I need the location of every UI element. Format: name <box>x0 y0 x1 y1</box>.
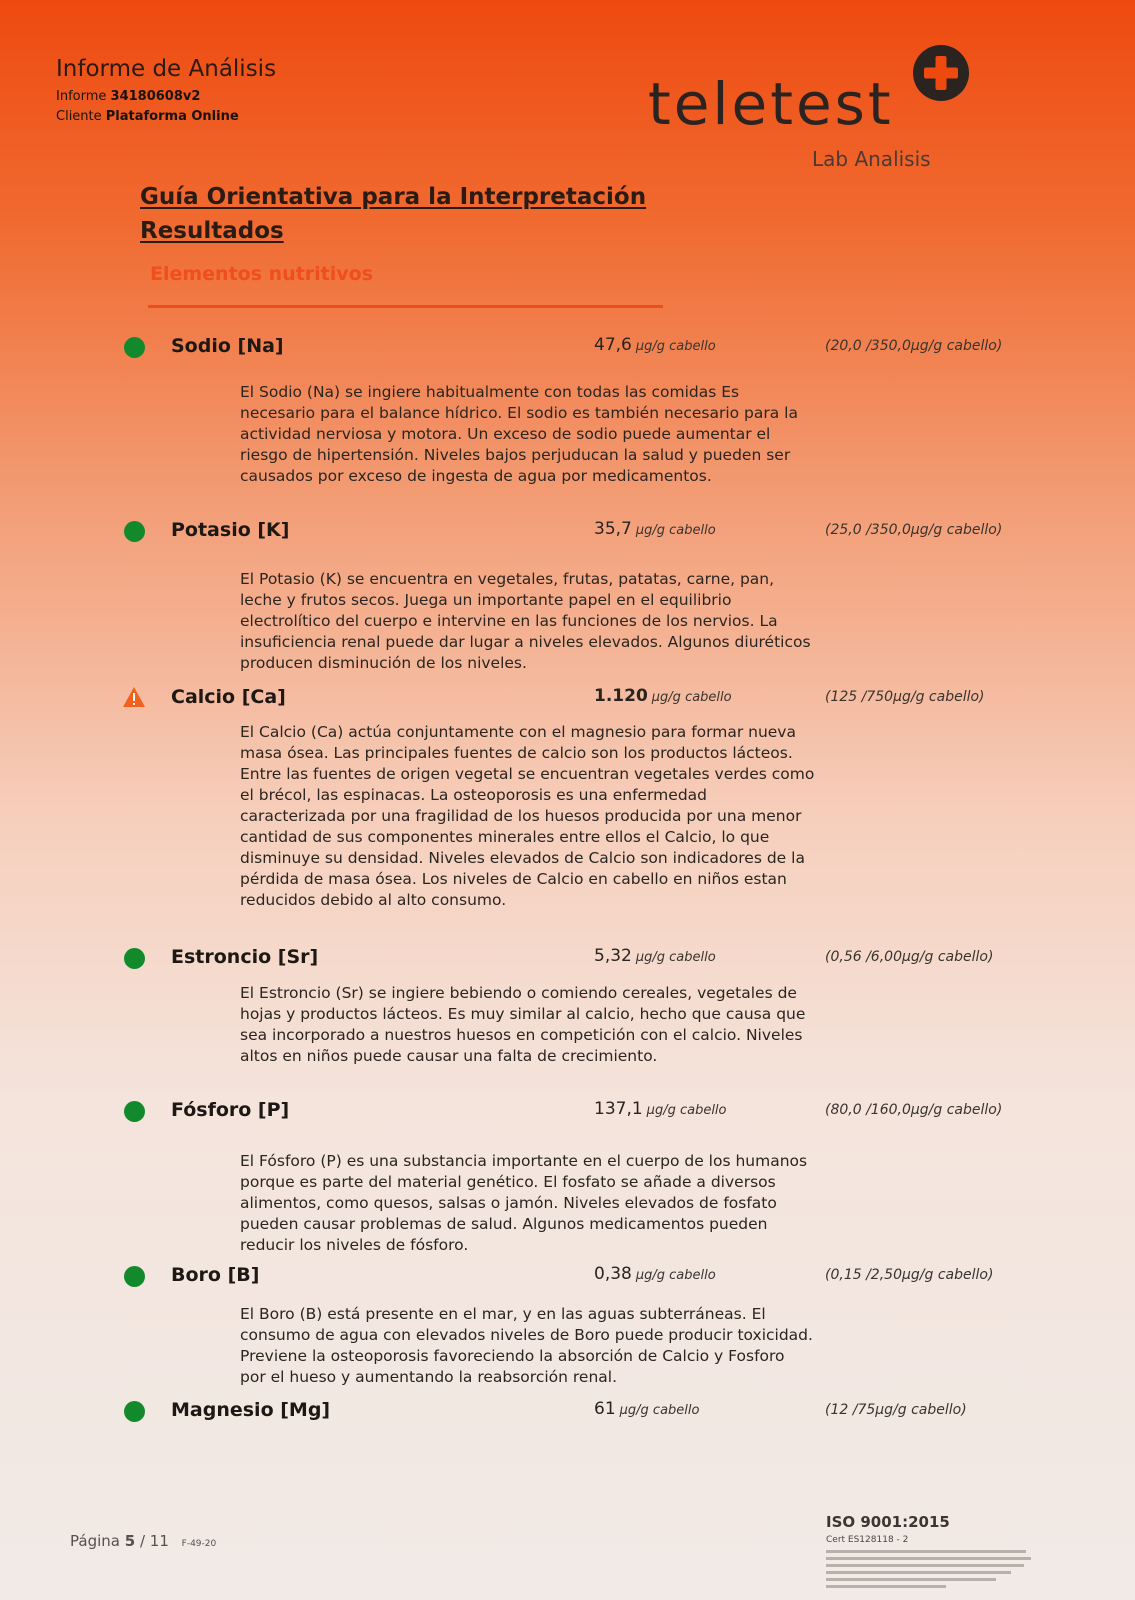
element-reference-range: (80,0 /160,0µg/g cabello) <box>825 1102 1003 1118</box>
page-label: Página <box>70 1532 120 1550</box>
element-description: El Fósforo (P) es una substancia importante en el cuerpo de los humanos porque es parte del material genético. El fosfato se añade a diversos alimentos, como quesos, salsas o jamón. Niveles elevados de fosfato pueden causar problemas de salud. Algunos medicamentos pueden reducir los niveles de fósforo. <box>240 1152 808 1254</box>
element-value-number: 5,32 <box>594 946 632 966</box>
status-ok-icon <box>124 1401 145 1422</box>
element-name: Boro [B] <box>171 1264 260 1286</box>
report-number-line <box>56 89 200 104</box>
plus-circle-icon <box>912 44 970 102</box>
iso-fine-print <box>826 1550 1036 1592</box>
page-total: / 11 <box>139 1532 169 1550</box>
page-number <box>70 1532 216 1550</box>
client-line <box>56 109 239 124</box>
element-row-potasio <box>0 517 1135 547</box>
element-reference-range: (25,0 /350,0µg/g cabello) <box>825 522 1003 538</box>
form-code: F-49-20 <box>181 1539 217 1549</box>
element-description: El Boro (B) está presente en el mar, y en las aguas subterráneas. El consumo de agua con elevados niveles de Boro puede producir toxicidad. Previene la osteoporosis favoreciendo la absorción de Calcio y Fosforo por el hueso y aumentando la reabsorción renal. <box>240 1305 813 1386</box>
element-row-estroncio <box>0 944 1135 974</box>
section-title: Elementos nutritivos <box>150 263 374 285</box>
element-reference-range: (0,15 /2,50µg/g cabello) <box>825 1267 994 1283</box>
page-current: 5 <box>124 1532 136 1550</box>
element-description: El Calcio (Ca) actúa conjuntamente con el magnesio para formar nueva masa ósea. Las principales fuentes de calcio son los productos lácteos. Entre las fuentes de origen vegetal se encuentran vegetales verdes como el brécol, las espinacas. La osteoporosis es una enfermedad caracterizada por una fragilidad de los huesos producida por una menor cantidad de sus componentes minerales entre ellos el Calcio, lo que disminuye su densidad. Niveles elevados de Calcio son indicadores de la pérdida de masa ósea. Los niveles de Calcio en cabello en niños estan reducidos debido al alto consumo. <box>240 723 815 909</box>
element-reference-range: (0,56 /6,00µg/g cabello) <box>825 949 994 965</box>
element-value-unit: µg/g cabello <box>619 1403 700 1418</box>
element-value-unit: µg/g cabello <box>635 339 716 354</box>
element-value-unit: µg/g cabello <box>635 950 716 965</box>
iso-certification-title: ISO 9001:2015 <box>826 1513 950 1531</box>
element-description: El Sodio (Na) se ingiere habitualmente con todas las comidas Es necesario para el balance hídrico. El sodio es también necesario para la actividad nerviosa y motora. Un exceso de sodio puede aumentar el riesgo de hipertensión. Niveles bajos perjuducan la salud y pueden ser causados por exceso de ingesta de agua por medicamentos. <box>240 383 798 485</box>
section-divider <box>148 305 663 308</box>
element-value-number: 1.120 <box>594 686 648 706</box>
report-label: Informe <box>56 89 107 104</box>
element-value-number: 137,1 <box>594 1099 643 1119</box>
element-row-calcio <box>0 684 1135 714</box>
status-ok-icon <box>124 948 145 969</box>
element-name: Magnesio [Mg] <box>171 1399 331 1421</box>
report-number: 34180608v2 <box>110 89 201 104</box>
report-title: Informe de Análisis <box>56 56 277 82</box>
element-value-number: 47,6 <box>594 335 632 355</box>
element-name: Fósforo [P] <box>171 1099 290 1121</box>
element-value <box>594 1264 716 1284</box>
element-description: El Estroncio (Sr) se ingiere bebiendo o comiendo cereales, vegetales de hojas y productos lácteos. Es muy similar al calcio, hecho que causa que sea incorporado a nuestros huesos en competición con el calcio. Niveles altos en niños puede causar una falta de crecimiento. <box>240 984 806 1065</box>
element-reference-range: (125 /750µg/g cabello) <box>825 689 985 705</box>
element-value <box>594 1399 699 1419</box>
element-row-boro <box>0 1262 1135 1292</box>
logo-wordmark: teletest <box>648 70 894 138</box>
element-name: Estroncio [Sr] <box>171 946 319 968</box>
element-value-unit: µg/g cabello <box>651 690 732 705</box>
client-name: Plataforma Online <box>105 109 239 124</box>
element-row-sodio <box>0 333 1135 363</box>
status-ok-icon <box>124 337 145 358</box>
element-reference-range: (12 /75µg/g cabello) <box>825 1402 967 1418</box>
status-ok-icon <box>124 521 145 542</box>
element-value <box>594 335 716 355</box>
element-value <box>594 946 716 966</box>
element-value <box>594 1099 727 1119</box>
element-value-unit: µg/g cabello <box>635 1268 716 1283</box>
element-value-number: 0,38 <box>594 1264 632 1284</box>
element-value-number: 61 <box>594 1399 616 1419</box>
iso-certificate-number: Cert ES128118 - 2 <box>826 1535 909 1545</box>
guide-title: Guía Orientativa para la Interpretación Resultados <box>140 184 647 244</box>
element-row-fosforo <box>0 1097 1135 1127</box>
element-reference-range: (20,0 /350,0µg/g cabello) <box>825 338 1003 354</box>
element-value <box>594 519 716 539</box>
element-value <box>594 686 732 706</box>
element-name: Sodio [Na] <box>171 335 284 357</box>
element-name: Potasio [K] <box>171 519 290 541</box>
element-value-unit: µg/g cabello <box>646 1103 727 1118</box>
logo-subtitle: Lab Analisis <box>812 147 931 171</box>
warning-triangle-icon <box>122 686 146 708</box>
element-name: Calcio [Ca] <box>171 686 286 708</box>
status-ok-icon <box>124 1101 145 1122</box>
element-description: El Potasio (K) se encuentra en vegetales, frutas, patatas, carne, pan, leche y frutos secos. Juega un importante papel en el equilibrio electrolítico del cuerpo e intervine en las funciones de los nervios. La insuficiencia renal puede dar lugar a niveles elevados. Algunos diuréticos producen disminución de los niveles. <box>240 570 811 672</box>
status-ok-icon <box>124 1266 145 1287</box>
element-value-unit: µg/g cabello <box>635 523 716 538</box>
element-value-number: 35,7 <box>594 519 632 539</box>
client-label: Cliente <box>56 109 102 124</box>
element-row-magnesio <box>0 1397 1135 1427</box>
